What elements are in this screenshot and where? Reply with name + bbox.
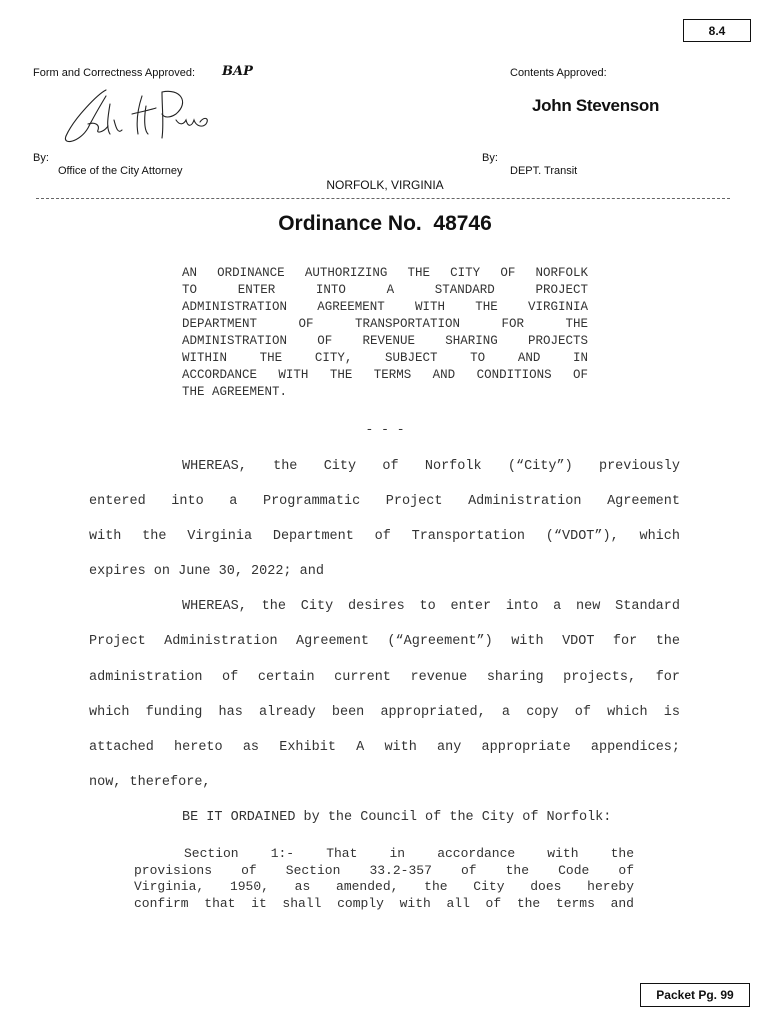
item-number: 8.4 [708, 23, 726, 38]
packet-page-label: Packet Pg. 99 [656, 988, 734, 1002]
packet-page-box [640, 983, 750, 1007]
section-1-block [134, 846, 634, 912]
form-approved-initials: BAP [222, 64, 253, 79]
whereas1-line: WHEREAS, the City of Norfolk (“City”) previously [182, 459, 680, 474]
whereas1-line: entered into a Programmatic Project Administration Agreement [89, 494, 680, 509]
header-divider [36, 198, 730, 199]
ordained-clause: BE IT ORDAINED by the Council of the City of Norfolk: [182, 810, 612, 825]
section-1-line: confirm that it shall comply with all of the terms and [134, 895, 634, 911]
whereas1-line: with the Virginia Department of Transportation (“VDOT”), which [89, 529, 680, 544]
section-1-line: Virginia, 1950, as amended, the City does hereby [134, 879, 634, 894]
caption-line: DEPARTMENT OF TRANSPORTATION FOR THE [182, 317, 588, 331]
whereas2-line: which funding has already been appropriated, a copy of which is [89, 705, 680, 720]
caption-line: AN ORDINANCE AUTHORIZING THE CITY OF NORFOLK [182, 266, 588, 280]
city-heading: NORFOLK, VIRGINIA [326, 178, 444, 192]
caption-line: ADMINISTRATION OF REVENUE SHARING PROJECTS [182, 334, 588, 348]
approver-name: John Stevenson [532, 96, 660, 115]
dept-right: DEPT. Transit [510, 165, 578, 177]
caption-line: ADMINISTRATION AGREEMENT WITH THE VIRGINIA [182, 300, 588, 314]
by-right-label: By: [482, 152, 498, 164]
attorney-signature [58, 84, 218, 150]
section-separator: - - - [365, 422, 405, 437]
whereas1-line: expires on June 30, 2022; and [89, 564, 324, 579]
whereas2-line: attached hereto as Exhibit A with any appropriate appendices; [89, 740, 680, 755]
section-1-line: provisions of Section 33.2-357 of the Code of [134, 862, 634, 878]
caption-line: TO ENTER INTO A STANDARD PROJECT [182, 283, 588, 297]
contents-approved-label: Contents Approved: [510, 67, 607, 79]
ordinance-title: Ordinance No. 48746 [278, 212, 492, 235]
whereas2-line: now, therefore, [89, 775, 211, 790]
caption-line: ACCORDANCE WITH THE TERMS AND CONDITIONS OF [182, 368, 588, 382]
caption-line: WITHIN THE CITY, SUBJECT TO AND IN [182, 351, 588, 365]
whereas2-line: administration of certain current revenue sharing projects, for [89, 670, 680, 685]
office-left: Office of the City Attorney [58, 165, 183, 177]
by-left-label: By: [33, 152, 49, 164]
item-number-box [683, 19, 751, 42]
whereas2-line: Project Administration Agreement (“Agreement”) with VDOT for the [89, 634, 680, 649]
form-approved-label: Form and Correctness Approved: [33, 67, 196, 79]
caption-block [182, 265, 588, 401]
caption-line: THE AGREEMENT. [182, 385, 288, 399]
whereas2-line: WHEREAS, the City desires to enter into a new Standard [182, 599, 680, 614]
section-1-line: Section 1:- That in accordance with the [184, 846, 634, 861]
